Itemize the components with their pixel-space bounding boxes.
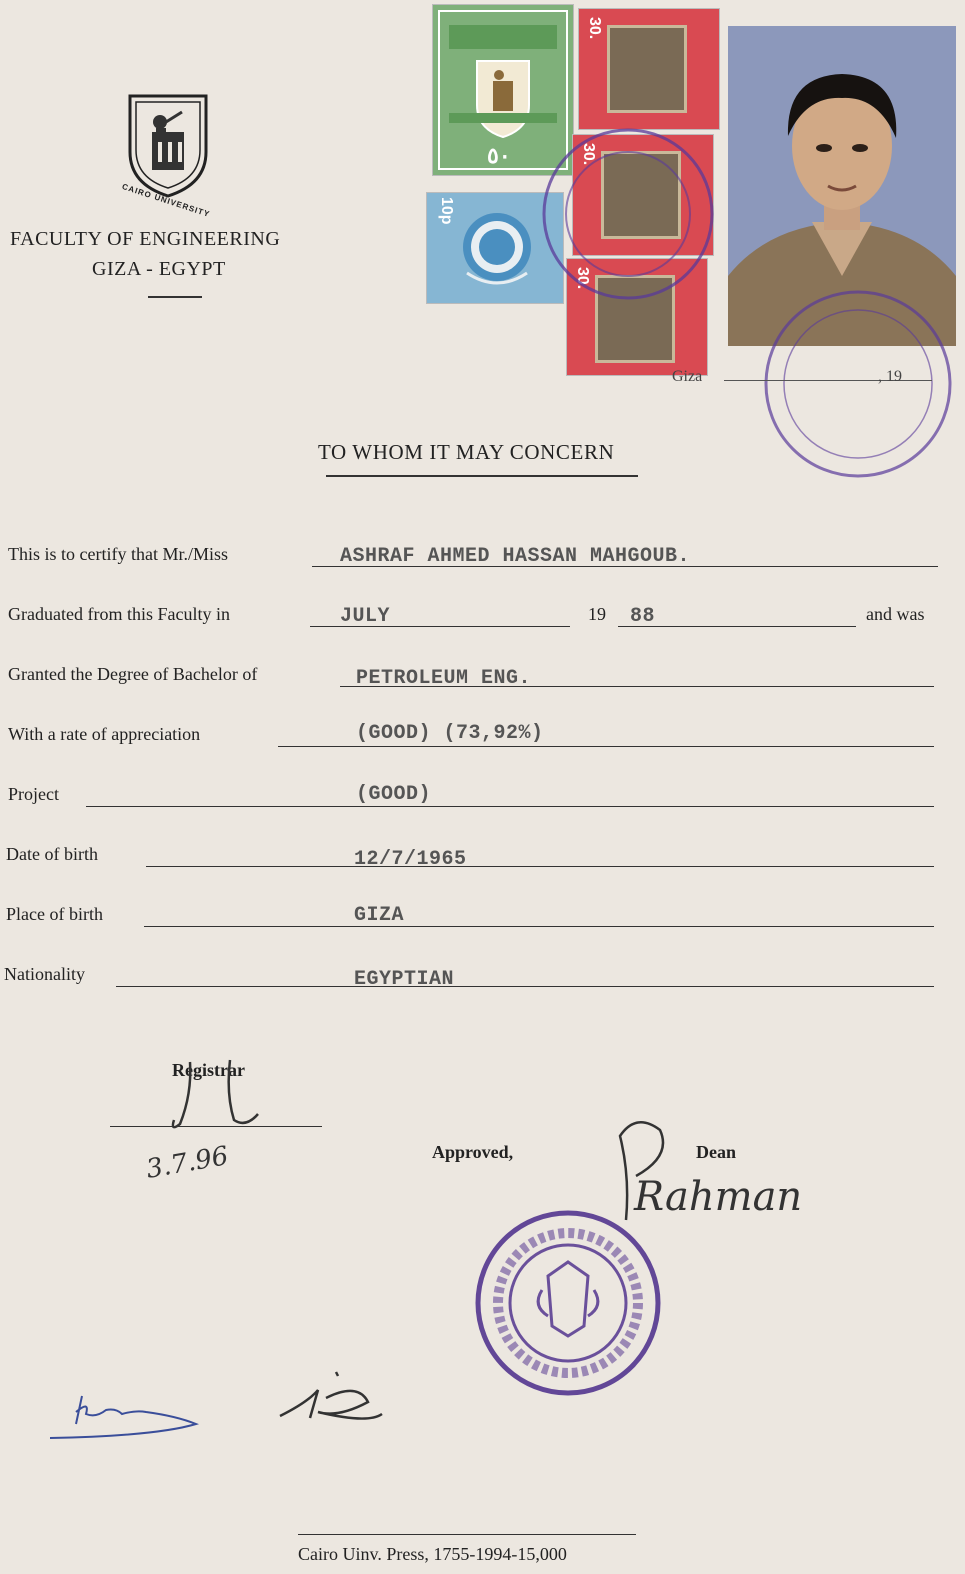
dob-line	[146, 866, 934, 867]
pob-label: Place of birth	[6, 904, 103, 924]
graduation-month: JULY	[340, 605, 391, 628]
rate-label: With a rate of appreciation	[8, 724, 201, 744]
registrar-label: Registrar	[172, 1060, 245, 1080]
printer-imprint: Cairo Uinv. Press, 1755-1994-15,000	[298, 1544, 567, 1564]
pob-line	[144, 926, 934, 927]
green-stamp-value: ٥٠	[487, 143, 511, 168]
title-underline	[326, 475, 638, 477]
circular-seal-photo	[758, 286, 958, 487]
faculty-name: FACULTY OF ENGINEERING	[10, 228, 281, 250]
blue-initials	[46, 1380, 206, 1455]
header-divider	[148, 296, 202, 298]
pob-value: GIZA	[354, 904, 405, 927]
graduation-year: 88	[630, 605, 656, 628]
approved-label: Approved,	[432, 1142, 514, 1162]
dob-value: 12/7/1965	[354, 848, 467, 871]
project-line	[86, 806, 934, 807]
dean-signature: Rahman	[634, 1174, 803, 1220]
registrar-date: 3.7.96	[144, 1141, 231, 1185]
degree-label: Granted the Degree of Bachelor of	[8, 664, 258, 684]
logo-caption: CAIRO UNIVERSITY	[120, 182, 212, 219]
nationality-value: EGYPTIAN	[354, 968, 455, 991]
dean-label: Dean	[696, 1142, 736, 1162]
nationality-line	[116, 986, 934, 987]
graduate-name: ASHRAF AHMED HASSAN MAHGOUB.	[340, 545, 691, 568]
footer-rule	[298, 1534, 636, 1535]
official-seal	[472, 1206, 664, 1405]
project-value: (GOOD)	[356, 783, 432, 806]
rate-line	[278, 746, 934, 747]
black-initials	[278, 1362, 388, 1437]
stamp-pattern-icon	[607, 25, 687, 113]
red-revenue-stamp: 30.	[566, 258, 708, 376]
faculty-location: GIZA - EGYPT	[92, 258, 226, 280]
year-prefix: 19	[588, 604, 606, 624]
red-revenue-stamp: 30.	[578, 8, 720, 130]
document-title: TO WHOM IT MAY CONCERN	[318, 440, 615, 464]
registrar-line	[110, 1126, 322, 1127]
photo-caption-city: Giza	[672, 368, 703, 385]
certify-label: This is to certify that Mr./Miss	[8, 544, 228, 564]
graduated-label: Graduated from this Faculty in	[8, 604, 230, 624]
and-was-label: and was	[866, 604, 925, 624]
photo-caption-year: , 19	[878, 368, 902, 385]
degree-value: PETROLEUM ENG.	[356, 667, 532, 690]
circular-seal-stamps	[538, 124, 718, 309]
blue-stamp-value: 10p	[438, 197, 455, 225]
red-revenue-stamp: 30.	[572, 134, 714, 256]
nationality-label: Nationality	[4, 964, 85, 984]
dob-label: Date of birth	[6, 844, 98, 864]
rate-value: (GOOD) (73,92%)	[356, 722, 544, 745]
project-label: Project	[8, 784, 59, 804]
